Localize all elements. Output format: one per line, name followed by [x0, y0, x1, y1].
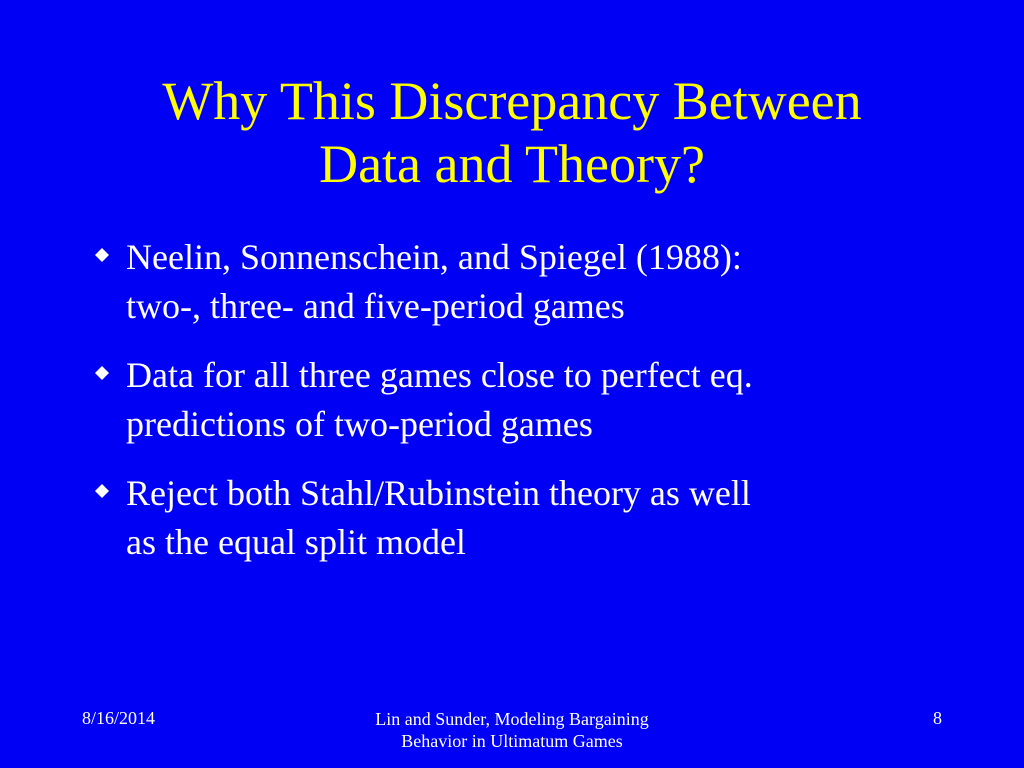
bullet-line: Data for all three games close to perfect eq.: [126, 355, 753, 395]
footer-citation-line: Behavior in Ultimatum Games: [401, 731, 623, 751]
bullet-text: [126, 233, 946, 331]
bullet-line: predictions of two-period games: [126, 404, 593, 444]
slide-title: [0, 70, 1024, 196]
bullet-line: Reject both Stahl/Rubinstein theory as well: [126, 473, 751, 513]
page-number: 8: [933, 708, 942, 728]
slide-title-line: Data and Theory?: [319, 134, 705, 194]
bullet-text: [126, 351, 946, 449]
bullet-line: Neelin, Sonnenschein, and Spiegel (1988):: [126, 237, 742, 277]
bullet-line: as the equal split model: [126, 522, 466, 562]
bullet-text: [126, 469, 946, 567]
bullet-item: [0, 351, 1024, 449]
diamond-bullet-icon: [95, 248, 109, 262]
diamond-bullet-icon: [95, 484, 109, 498]
slide-title-line: Why This Discrepancy Between: [162, 71, 862, 131]
footer-date: 8/16/2014: [82, 708, 156, 728]
bullet-item: [0, 469, 1024, 567]
bullet-list: [0, 233, 1024, 587]
bullet-line: two-, three- and five-period games: [126, 286, 625, 326]
footer-citation-line: Lin and Sunder, Modeling Bargaining: [375, 709, 649, 729]
footer-citation: [312, 708, 712, 752]
diamond-bullet-icon: [95, 366, 109, 380]
bullet-item: [0, 233, 1024, 331]
